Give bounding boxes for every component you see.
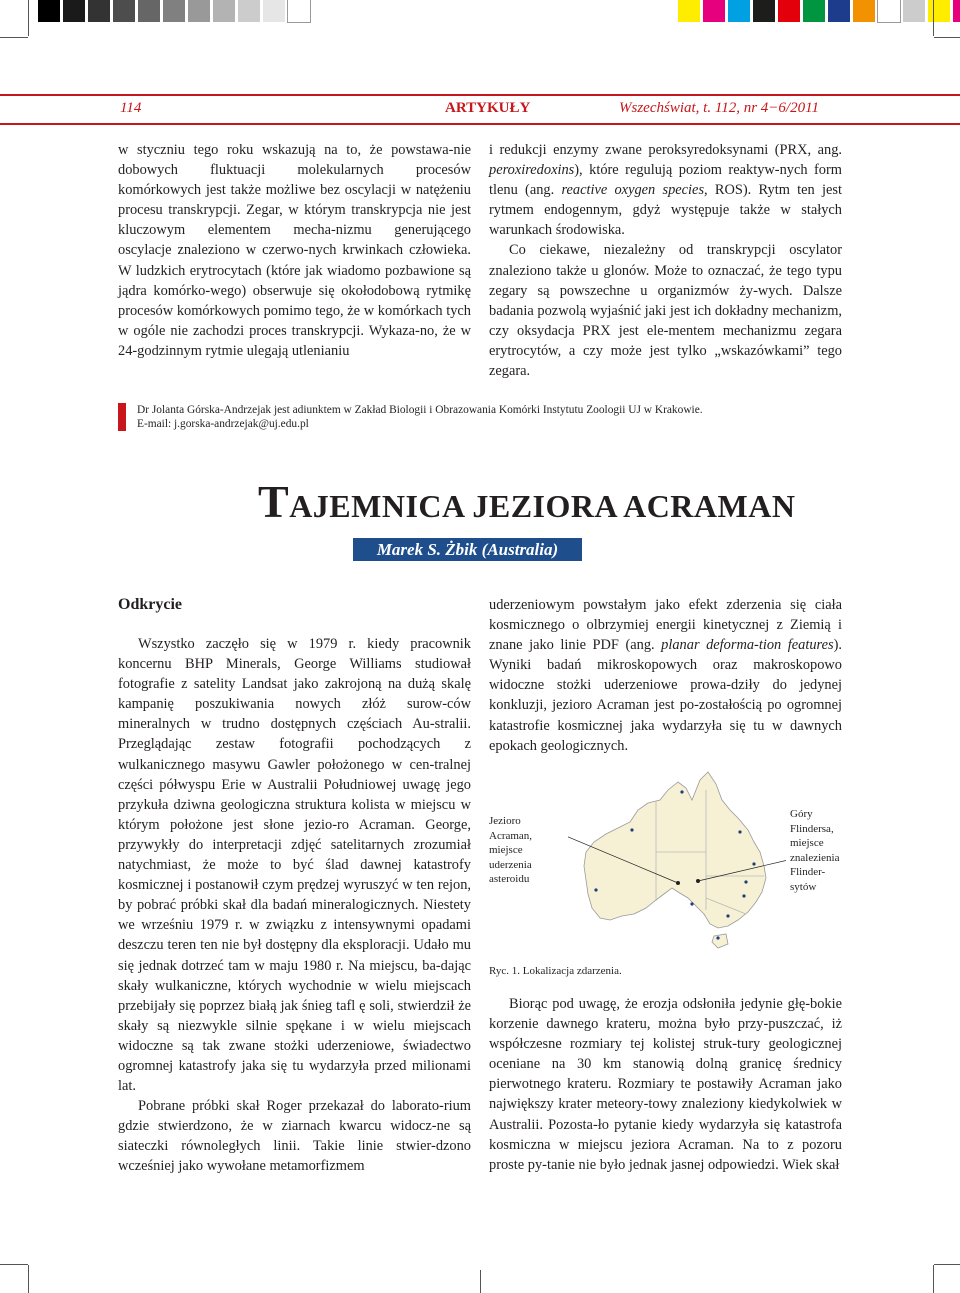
crop-mark — [0, 37, 28, 38]
map-graphic — [568, 770, 786, 952]
calibration-swatch — [113, 0, 135, 22]
article-author: Marek S. Żbik (Australia) — [353, 538, 582, 561]
header-rule-bottom — [0, 123, 960, 125]
author-note — [137, 403, 757, 431]
city-dot — [594, 888, 597, 891]
calibration-swatch — [903, 0, 925, 22]
australia-map — [568, 770, 786, 952]
map-label-acraman: Jezioro Acraman, miejsce uderzenia asteroidu — [489, 815, 533, 885]
author-note-text: Dr Jolanta Górska-Andrzejak jest adiunktem w Zakład Biologii i Obrazowania Komórki Instytutu Zoologii UJ w Krakowie. — [137, 404, 703, 416]
city-dot — [742, 894, 745, 897]
section-label: ARTYKUŁY — [445, 100, 531, 116]
crop-mark — [933, 1265, 934, 1293]
calibration-swatch — [163, 0, 185, 22]
city-dot — [690, 902, 693, 905]
calibration-swatch — [853, 0, 875, 22]
paragraph: Wszystko zaczęło się w 1979 r. kiedy pracownik koncernu BHP Minerals, George Williams studiował fotografie z satelity Landsat jako zakrojoną na dużą skalę kampanię poszukiwania nowych złóż surow-ców mineralnych w trudno dostępnych częściach Au-stralii. Przeglądając zestaw fotografii pochodzących z wulkanicznego masywu Gawler położonego w cen-tralnej części półwyspu Erie w Australii Południowej uwagę jego przykuła dziwna geologiczna struktura kolista w miejscu w którym położone jest słone jezio-ro Acraman. George, przywykły do interpretacji zdjęć satelitarnych zrozumiał natychmiast, że może to być ślad dawnej katastrofy kosmicznej i postanowił czym prędzej wyruszyć w ten rejon, by pobrać próbki skał dla badań mineralogicznych. Niestety we wrześniu 1979 r. w związku z intensywnymi opadami deszczu teren ten nie był dostępny dla eksploracji. Udało mu się jednak dotrzeć tam w maju 1980 r. Na miejscu, ba-dając skały wulkaniczne, których wychodnie w wielu miejscach przebijały się poprzez białą jak śnieg tafl ę soli, stwierdził że skały są niezwykle silnie spękane i w wielu miejscach widoczne są tak zwane stożki uderzeniowe, świadectwo ogromnej katastrofy jaka się tu wydarzyła przed milionami lat. — [118, 636, 471, 1095]
paragraph: Pobrane próbki skał Roger przekazał do laborato-rium gdzie stwierdzono, że w ziarnach kwarcu widocz-ne są siateczki równoległych linii. Takie linie stwier-dzono wcześniej jako wywołane metamorfizmem — [118, 1098, 471, 1175]
crop-mark — [934, 37, 960, 38]
calibration-swatch — [188, 0, 210, 22]
crop-mark — [480, 1270, 481, 1293]
crop-mark — [0, 1264, 28, 1265]
page-number: 114 — [120, 100, 142, 116]
calibration-swatch — [263, 0, 285, 22]
author-email[interactable]: E-mail: j.gorska-andrzejak@uj.edu.pl — [137, 418, 309, 430]
calibration-swatch — [88, 0, 110, 22]
figure-caption: Ryc. 1. Lokalizacja zdarzenia. — [489, 965, 622, 977]
calibration-swatch — [753, 0, 775, 22]
prev-article-right-column — [489, 140, 842, 381]
article-right-column-top — [489, 595, 842, 756]
city-dot — [716, 936, 719, 939]
crop-mark — [934, 1264, 960, 1265]
color-calibration-bar — [678, 0, 960, 22]
article-left-column — [118, 634, 471, 1177]
calibration-swatch — [703, 0, 725, 22]
crop-mark — [933, 0, 934, 36]
city-dot — [726, 914, 729, 917]
prev-article-left-column — [118, 140, 471, 361]
calibration-swatch — [38, 0, 60, 22]
note-marker — [118, 403, 126, 431]
paragraph: Biorąc pod uwagę, że erozja odsłoniła jedynie głę-bokie korzenie dawnego krateru, można było przy-puszczać, iż współczesne rozmiary tej kolistej struk-tury geologicznej oceniane na 30 km stanowią dolną granicę średnicy pierwotnego krateru. Rozmiary te postawiły Acraman jako największy krater meteory-towy znaleziony kiedykolwiek w Australii. Pozosta-ło pytanie kiedy wydarzyła się katastrofa kosmiczna w miejscu jeziora Acraman. Na to z pozoru proste py-tanie nie było jednak jasnej odpowiedzi. Wiek skał — [489, 996, 842, 1173]
city-dot — [744, 880, 747, 883]
calibration-swatch — [828, 0, 850, 22]
calibration-swatch — [728, 0, 750, 22]
crop-mark — [28, 0, 29, 36]
map-label-flinders: Góry Flindersa, miejsce znalezienia Flinder- sytów — [790, 808, 840, 893]
calibration-swatch — [778, 0, 800, 22]
calibration-swatch — [288, 0, 310, 22]
journal-issue: Wszechświat, t. 112, nr 4−6/2011 — [619, 100, 819, 116]
city-dot — [738, 830, 741, 833]
city-dot — [752, 862, 755, 865]
article-right-column-bottom — [489, 994, 842, 1175]
city-dot — [680, 790, 683, 793]
city-dot — [630, 828, 633, 831]
grayscale-calibration-bar — [38, 0, 313, 22]
calibration-swatch — [928, 0, 950, 22]
paragraph: uderzeniowym powstałym jako efekt zderzenia się ciała kosmicznego o olbrzymiej energii kinetycznej z Ziemią i znane jako linie PDF (ang. planar deforma-tion features). Wyniki badań mikroskopowych oraz makroskopowo widoczne stożki uderzeniowe prowa-dziły do jedynej konkluzji, jezioro Acraman jest po-zostałością po ogromnej katastrofie kosmicznej jaka wydarzyła się tu w dawnych epokach geologicznych. — [489, 597, 842, 754]
section-heading: Odkrycie — [118, 596, 182, 613]
calibration-swatch — [138, 0, 160, 22]
paragraph: w styczniu tego roku wskazują na to, że powstawa-nie dobowych fluktuacji molekularnych procesów komórkowych jest także możliwe bez oscylacji w natężeniu procesu transkrypcji. Zegar, w którym transkrypcja nie jest kluczowym elementem mecha-nizmu generującego oscylacje znaleziono w czerwo-nych krwinkach człowieka. W ludzkich erytrocytach (które jak wiadomo pozbawione są jądra komórko-wego) obserwuje się okołodobową rytmikę procesów komórkowych pomimo tego, że w komórkach tych w ogóle nie zachodzi proces transkrypcji. Wykaza-no, że w 24-godzinnym rytmie ulegają utlenianiu — [118, 142, 471, 359]
calibration-swatch — [678, 0, 700, 22]
calibration-swatch — [63, 0, 85, 22]
calibration-swatch — [213, 0, 235, 22]
calibration-swatch — [953, 0, 960, 22]
paragraph: i redukcji enzymy zwane peroksyredoksynami (PRX, ang. peroxiredoxins), które regulują poziom reaktyw-nych form tlenu (ang. reactive oxygen species, ROS). Rytm ten jest rytmem endogennym, gdyż występuje także w stałych warunkach środowiska. — [489, 142, 842, 239]
crop-mark — [28, 1265, 29, 1293]
header-rule-top — [0, 94, 960, 96]
article-title: TAJEMNICA JEZIORA ACRAMAN — [258, 476, 796, 527]
calibration-swatch — [878, 0, 900, 22]
calibration-swatch — [803, 0, 825, 22]
paragraph: Co ciekawe, niezależny od transkrypcji oscylator znaleziono także u glonów. Może to oznaczać, że tego typu zegary są powszechne u organizmów ży-wych. Dalsze badania pozwolą wyjaśnić jaki jest ich dokładny mechanizm, czy oksydacja PRX jest ele-mentem mechanizmu zegara erytrocytów, a czy może jest tylko „wskazówkami” tego zegara. — [489, 242, 842, 380]
calibration-swatch — [238, 0, 260, 22]
